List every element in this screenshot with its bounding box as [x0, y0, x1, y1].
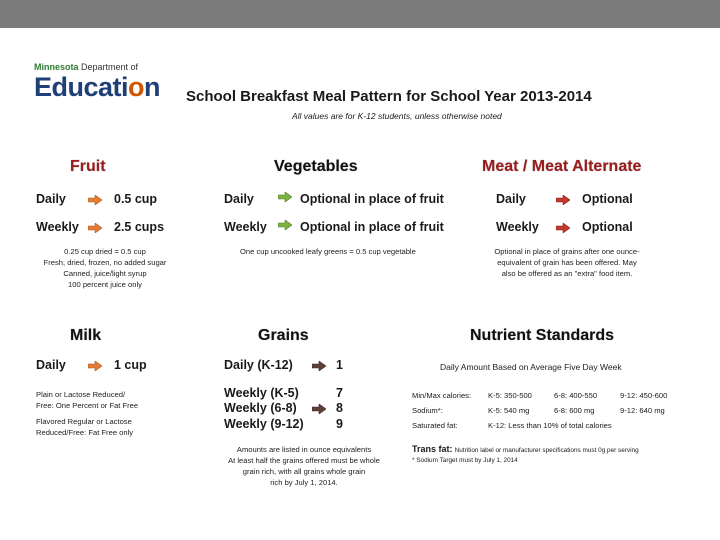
veg-daily-value: Optional in place of fruit — [300, 192, 444, 206]
logo-name-o: o — [128, 72, 145, 102]
note-line: 100 percent juice only — [68, 280, 142, 289]
note-line: Canned, juice/light syrup — [63, 269, 147, 278]
milk-daily-label: Daily — [36, 358, 66, 372]
arrow-icon — [312, 404, 326, 414]
milk-notes — [36, 389, 138, 438]
logo-state: Minnesota — [34, 62, 79, 72]
note-line: grain rich, with all grains whole grain — [242, 467, 366, 476]
fruit-header: Fruit — [70, 158, 106, 175]
arrow-icon — [556, 195, 570, 205]
veg-weekly-value: Optional in place of fruit — [300, 220, 444, 234]
note-line: Flavored Regular or Lactose — [36, 417, 132, 426]
nutrient-k5: K-5: 350-500 — [488, 391, 532, 400]
nutrient-label: Saturated fat: — [412, 421, 458, 430]
arrow-icon — [278, 220, 292, 230]
grains-weekly-68-label: Weekly (6-8) — [224, 401, 297, 415]
nutrient-label: Sodium*: — [412, 406, 443, 415]
top-bar — [0, 0, 720, 28]
logo-name-post: n — [144, 72, 161, 102]
meat-daily-value: Optional — [582, 192, 633, 206]
note-line: Fresh, dried, frozen, no added sugar — [43, 258, 167, 267]
note-line: At least half the grains offered must be whole — [228, 456, 380, 465]
grains-weekly-912-label: Weekly (9-12) — [224, 417, 304, 431]
note-line: rich by July 1, 2014. — [270, 478, 338, 487]
fruit-daily-label: Daily — [36, 192, 66, 206]
note-line: Optional in place of grains after one ounce- — [494, 247, 640, 256]
nutrient-68: 6-8: 600 mg — [554, 406, 595, 415]
arrow-icon — [556, 223, 570, 233]
arrow-icon — [312, 361, 326, 371]
note-line: 0.25 cup dried = 0.5 cup — [64, 247, 146, 256]
nutrient-row-sodium — [412, 405, 692, 416]
page-subtitle: All values are for K-12 students, unless otherwise noted — [292, 111, 502, 121]
trans-fat-text: Nutrition label or manufacturer specifications must 0g per serving — [454, 447, 639, 454]
note-line: Plain or Lactose Reduced/ — [36, 390, 126, 399]
grains-weekly-68-value: 8 — [336, 401, 343, 415]
logo-name-pre: Educati — [34, 72, 129, 102]
nutrients-header: Nutrient Standards — [470, 327, 615, 344]
grains-notes — [224, 444, 384, 488]
nutrient-footnote: * Sodium Target must by July 1, 2014 — [412, 457, 518, 464]
logo-name — [34, 72, 164, 102]
meat-weekly-label: Weekly — [496, 220, 539, 234]
meat-daily-label: Daily — [496, 192, 526, 206]
arrow-icon — [88, 361, 102, 371]
nutrient-row-calories — [412, 390, 692, 401]
nutrient-912: 9-12: 450-600 — [620, 391, 668, 400]
mde-logo — [34, 62, 164, 102]
arrow-icon — [88, 195, 102, 205]
arrow-icon — [278, 192, 292, 202]
milk-daily-value: 1 cup — [114, 358, 147, 372]
arrow-icon — [88, 223, 102, 233]
fruit-weekly-value: 2.5 cups — [114, 220, 165, 234]
grains-weekly-k5-label: Weekly (K-5) — [224, 386, 299, 400]
note-line: also be offered as an "extra" food item. — [501, 269, 633, 278]
grains-daily-value: 1 — [336, 358, 343, 372]
nutrient-label: Min/Max calories: — [412, 391, 472, 400]
trans-fat-label: Trans fat: — [412, 444, 453, 454]
note-line: Amounts are listed in ounce equivalents — [236, 445, 372, 454]
note-line: Free: One Percent or Fat Free — [36, 401, 139, 410]
logo-subtitle — [34, 62, 164, 72]
logo-dept: Department of — [81, 62, 139, 72]
milk-header: Milk — [70, 327, 102, 344]
fruit-weekly-label: Weekly — [36, 220, 79, 234]
grains-daily-label: Daily (K-12) — [224, 358, 293, 372]
grains-weekly-k5-value: 7 — [336, 386, 343, 400]
meat-notes — [482, 246, 652, 279]
veg-note: One cup uncooked leafy greens = 0.5 cup vegetable — [240, 247, 416, 256]
meat-header: Meat / Meat Alternate — [482, 158, 642, 175]
grains-header: Grains — [258, 327, 309, 344]
nutrient-912: 9-12: 640 mg — [620, 406, 665, 415]
nutrient-68: 6-8: 400-550 — [554, 391, 598, 400]
note-line: equivalent of grain has been offered. May — [497, 258, 637, 267]
page-title: School Breakfast Meal Pattern for School Year 2013-2014 — [186, 88, 592, 105]
nutrient-k5: K-5: 540 mg — [488, 406, 530, 415]
veg-weekly-label: Weekly — [224, 220, 267, 234]
fruit-daily-value: 0.5 cup — [114, 192, 158, 206]
fruit-notes — [30, 246, 180, 290]
note-line: Reduced/Free: Fat Free only — [36, 428, 134, 437]
veg-daily-label: Daily — [224, 192, 254, 206]
grains-weekly-912-value: 9 — [336, 417, 343, 431]
nutrients-caption: Daily Amount Based on Average Five Day Week — [440, 362, 622, 372]
nutrient-row-satfat — [412, 420, 692, 431]
meat-weekly-value: Optional — [582, 220, 633, 234]
nutrient-k12: K-12: Less than 10% of total calories — [488, 421, 612, 430]
vegetables-header: Vegetables — [274, 158, 358, 175]
